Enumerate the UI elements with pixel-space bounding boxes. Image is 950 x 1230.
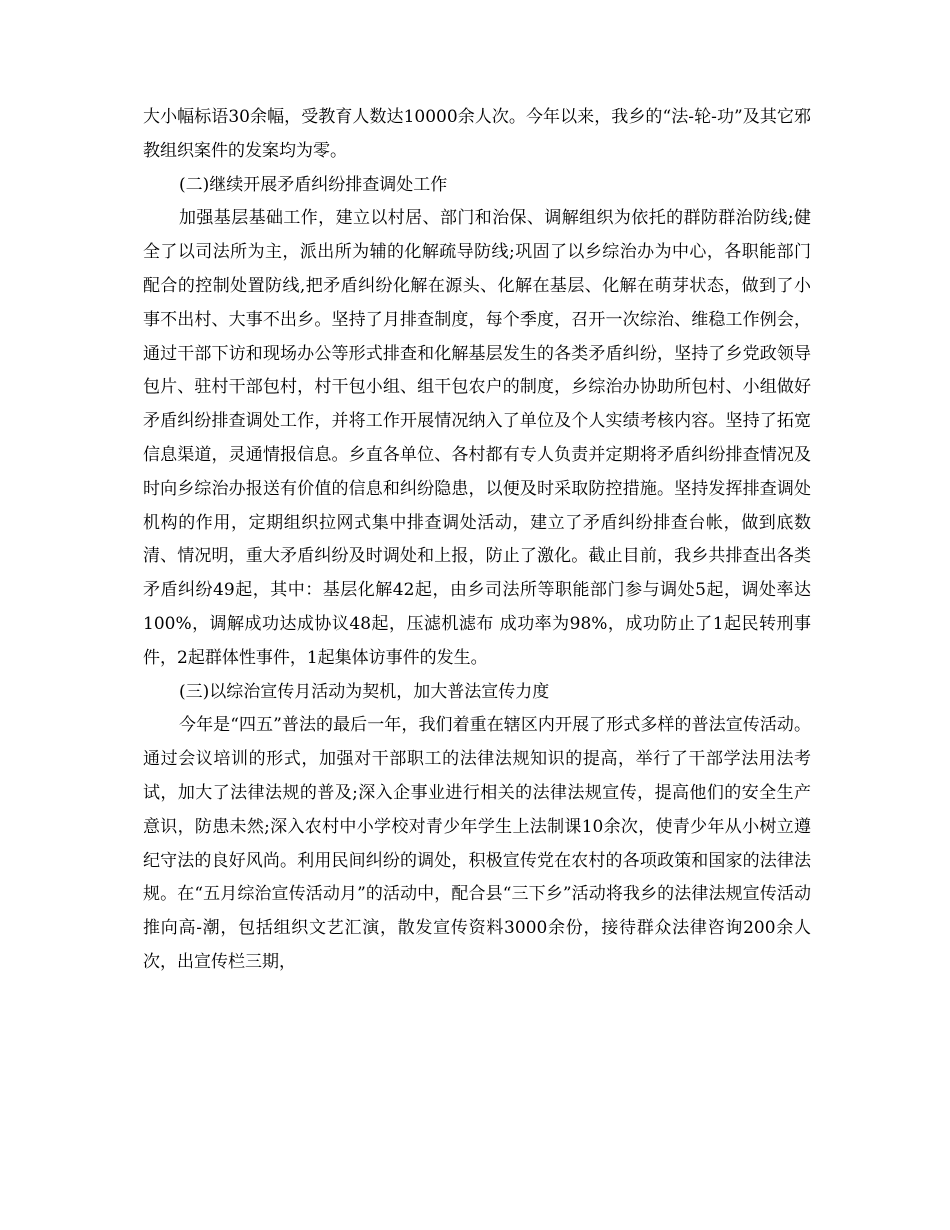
section-body-3: 今年是“四五”普法的最后一年，我们着重在辖区内开展了形式多样的普法宣传活动。通过会议培训的形式，加强对干部职工的法律法规知识的提高，举行了干部学法用法考试，加大了法律法规的普及;深入企事业进行相关的法律法规宣传，提高他们的安全生产意识，防患未然;深入农村中小学校对青少年学生上法制课10余次，使青少年从小树立遵纪守法的良好风尚。利用民间纠纷的调处，积极宣传党在农村的各项政策和国家的法律法规。在“五月综治宣传活动月”的活动中，配合县“三下乡”活动将我乡的法律法规宣传活动推向高-潮，包括组织文艺汇演，散发宣传资料3000余份，接待群众法律咨询200余人次，出宣传栏三期， <box>143 715 811 972</box>
continuation-paragraph: 大小幅标语30余幅，受教育人数达10000余人次。今年以来，我乡的“法-轮-功”及其它邪教组织案件的发案均为零。 <box>143 107 811 161</box>
section-body-2: 加强基层基础工作，建立以村居、部门和治保、调解组织为依托的群防群治防线;健全了以司法所为主，派出所为辅的化解疏导防线;巩固了以乡综治办为中心，各职能部门配合的控制处置防线,把矛盾纠纷化解在源头、化解在基层、化解在萌芽状态，做到了小事不出村、大事不出乡。坚持了月排查制度，每个季度，召开一次综治、维稳工作例会，通过干部下访和现场办公等形式排查和化解基层发生的各类矛盾纠纷，坚持了乡党政领导包片、驻村干部包村，村干包小组、组干包农户的制度，乡综治办协助所包村、小组做好矛盾纠纷排查调处工作，并将工作开展情况纳入了单位及个人实绩考核内容。坚持了拓宽信息渠道，灵通情报信息。乡直各单位、各村都有专人负责并定期将矛盾纠纷排查情况及时向乡综治办报送有价值的信息和纠纷隐患，以便及时采取防控措施。坚持发挥排查调处机构的作用，定期组织拉网式集中排查调处活动，建立了矛盾纠纷排查台帐，做到底数清、情况明，重大矛盾纠纷及时调处和上报，防止了激化。截止目前，我乡共排查出各类矛盾纠纷49起，其中：基层化解42起，由乡司法所等职能部门参与调处5起，调处率达100%，调解成功达成协议48起，压滤机滤布 成功率为98%，成功防止了1起民转刑事件，2起群体性事件，1起集体访事件的发生。 <box>143 208 811 668</box>
section-heading-3: (三)以综治宣传月活动为契机，加大普法宣传力度 <box>179 681 550 702</box>
document-page <box>143 101 811 980</box>
section-heading-2: (二)继续开展矛盾纠纷排查调处工作 <box>179 174 448 195</box>
